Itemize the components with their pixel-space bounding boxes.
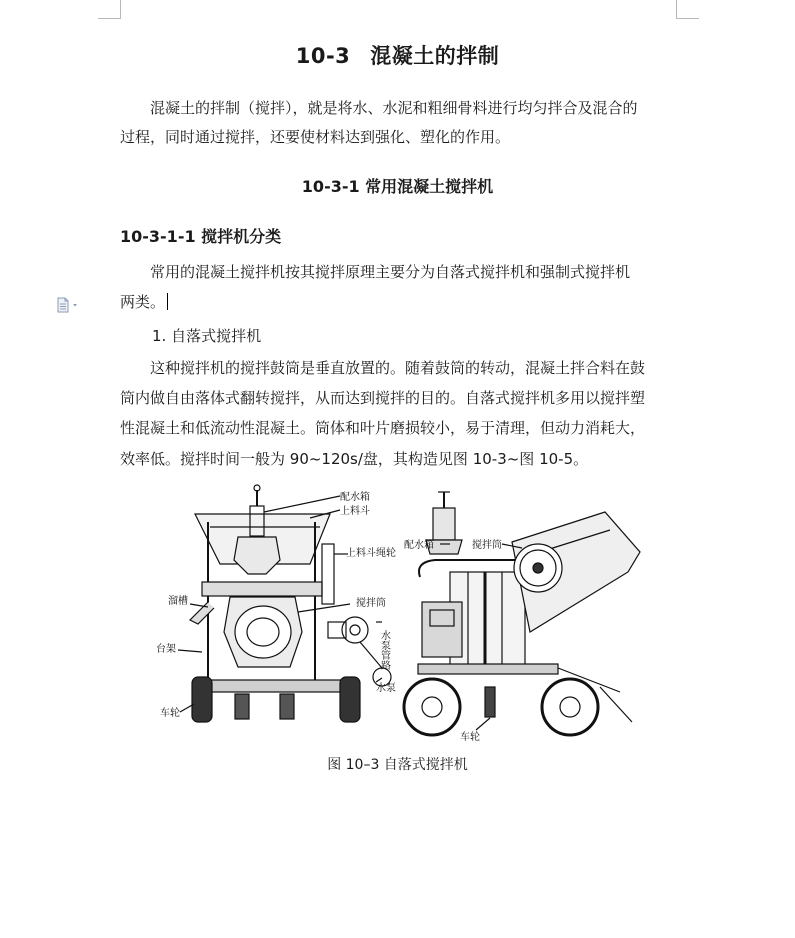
- intro-line-1: 混凝土的拌制（搅拌），就是将水、水泥和粗细骨料进行均匀拌合及混合的: [150, 99, 638, 117]
- title-number: 10-3: [295, 44, 351, 68]
- list-item: 1. 自落式搅拌机: [152, 327, 262, 345]
- classification-paragraph-cont[interactable]: [120, 288, 676, 317]
- label-water-pump: 水泵: [376, 683, 396, 694]
- classification-line-2: 两类。: [120, 293, 166, 311]
- description-line-1: 这种搅拌机的搅拌鼓筒是垂直放置的。随着鼓筒的转动，混凝土拌合料在鼓: [150, 359, 646, 377]
- subsection-heading: 10-3-1-1 搅拌机分类: [120, 227, 282, 246]
- mixer-figure: [150, 482, 650, 747]
- description-line-2: 筒内做自由落体式翻转搅拌，从而达到搅拌的目的。自落式搅拌机多用以搅拌塑: [120, 389, 646, 407]
- intro-paragraph: [120, 94, 676, 123]
- page-corner-mark-left: [98, 0, 121, 19]
- intro-paragraph-cont: [120, 123, 676, 152]
- label-hopper: 上料斗: [340, 506, 370, 517]
- intro-line-2: 过程，同时通过搅拌，还要使材料达到强化、塑化的作用。: [120, 128, 511, 146]
- description-paragraph: [120, 354, 676, 383]
- label-hopper-rope-wheel: 上料斗绳轮: [346, 548, 396, 559]
- description-line-2-wrap: [120, 384, 676, 413]
- description-line-4: 效率低。搅拌时间一般为 90~120s/盘，其构造见图 10-3~图 10-5。: [120, 450, 589, 468]
- figure-caption: 图 10–3 自落式搅拌机: [327, 757, 468, 773]
- description-line-3-wrap: [120, 414, 676, 443]
- label-water-tank-right: 配水箱: [404, 540, 434, 551]
- page-title: [0, 40, 795, 70]
- description-line-3: 性混凝土和低流动性混凝土。筒体和叶片磨损较小，易于清理，但动力消耗大，: [120, 419, 646, 437]
- document-options-icon[interactable]: [55, 297, 81, 313]
- label-water-pump-pipe: 水泵管路: [378, 630, 390, 670]
- classification-line-1: 常用的混凝土搅拌机按其搅拌原理主要分为自落式搅拌机和强制式搅拌机: [150, 263, 631, 281]
- text-cursor: [167, 293, 168, 310]
- label-water-tank-left: 配水箱: [340, 492, 370, 503]
- label-mixing-drum-left: 搅拌筒: [356, 598, 386, 609]
- label-wheel-left: 车轮: [160, 708, 180, 719]
- description-line-4-wrap: [120, 445, 676, 474]
- page-corner-mark-right: [676, 0, 699, 19]
- label-wheel-right: 车轮: [460, 732, 480, 743]
- section-heading: 10-3-1 常用混凝土搅拌机: [301, 177, 494, 196]
- title-text: 混凝土的拌制: [370, 44, 500, 68]
- label-chute: 溜槽: [168, 596, 188, 607]
- label-mixing-drum-right: 搅拌筒: [472, 540, 502, 551]
- classification-paragraph: [120, 258, 676, 287]
- label-frame: 台架: [156, 644, 176, 655]
